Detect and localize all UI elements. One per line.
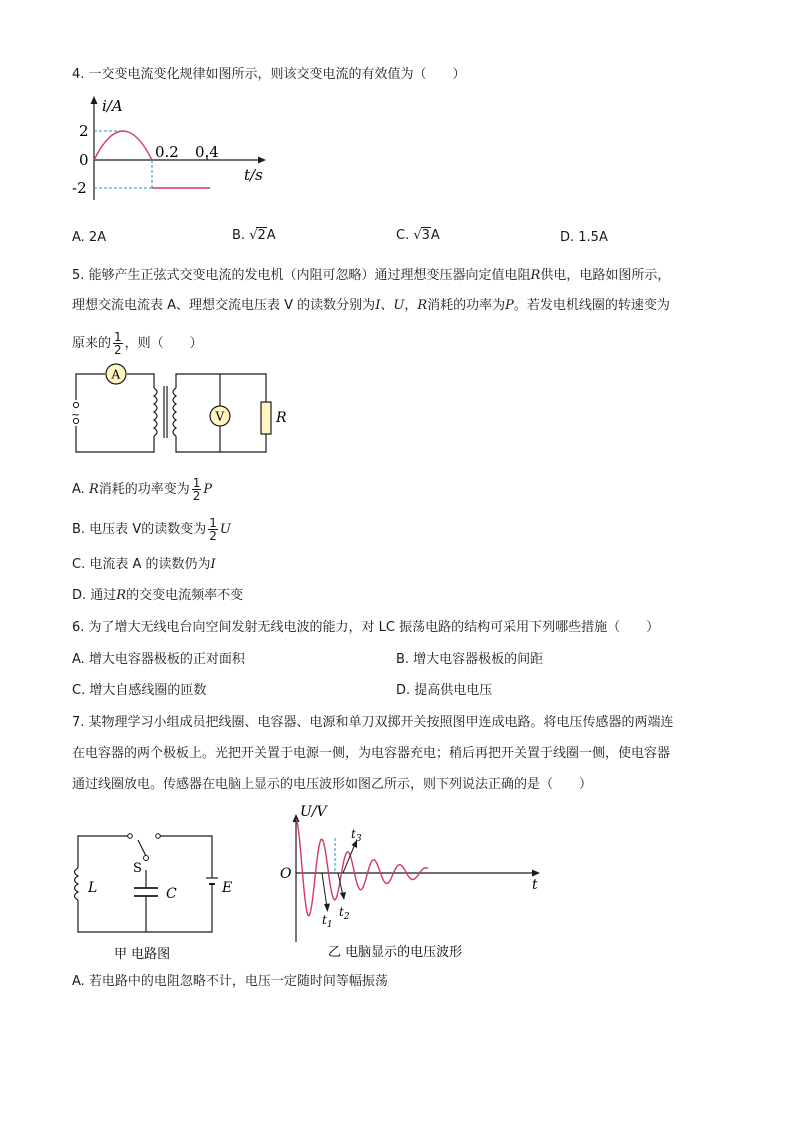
q7-switch-pivot [144, 856, 149, 861]
q7-inductor-label: L [88, 880, 98, 896]
q7-damped-wave [296, 819, 428, 916]
q7-capacitor-label: C [166, 886, 177, 902]
q4-tick-neg2: -2 [72, 179, 87, 197]
q7-wave-origin: O [280, 866, 292, 882]
q4-option-a: A. 2A [72, 230, 107, 245]
q6-stem: 6. 为了增大无线电台向空间发射无线电波的能力，对 LC 振荡电路的结构可采用下列哪些措施（ ） [72, 620, 660, 635]
q7-circuit-diagram [66, 826, 246, 966]
q5-primary-coil [154, 388, 157, 436]
q6-option-c: C. 增大自感线圈的匝数 [72, 683, 207, 698]
q7-stem-line2: 在电容器的两个极板上。光把开关置于电源一侧，为电容器充电；稍后再把开关置于线圈一侧，使电容器 [72, 746, 671, 761]
q5-stem-line2: 理想交流电流表 A、理想交流电压表 V 的读数分别为I、U，R消耗的功率为P。若发电机线圈的转速变为 [72, 298, 670, 313]
q4-sqrt2: √2 [249, 228, 266, 243]
q7-wave-x-arrow [532, 870, 540, 877]
q5-secondary-coil [173, 388, 176, 436]
q5-option-c: C. 电流表 A 的读数仍为I [72, 557, 216, 572]
q7-circuit-caption: 甲 电路图 [114, 947, 171, 962]
q4-current-graph [70, 92, 280, 214]
q7-wave-x-label: t [532, 877, 538, 893]
q7-t1-label: $t_1$ [322, 913, 333, 930]
q7-wave-y-label: U/V [300, 804, 327, 820]
q5-option-a: A. R消耗的功率变为 $\frac{1}{2}$ P [72, 476, 213, 503]
q4-y-label: i/A [102, 97, 123, 115]
q4-y-arrow [91, 96, 98, 104]
q5-option-d: D. 通过R的交变电流频率不变 [72, 588, 244, 603]
q4-tick-0-2-label: 0.2 [155, 143, 179, 161]
q7-switch-contact-left [128, 834, 133, 839]
q5-source-symbol: ~ [71, 408, 81, 421]
q4-tick-0: 0 [79, 151, 89, 169]
q5-option-b-fraction: $\frac{1}{2}$ [209, 516, 217, 543]
q6-option-d: D. 提高供电电压 [396, 683, 493, 698]
q7-voltage-waveform [278, 800, 548, 968]
q7-t3-label: $t_3$ [351, 827, 362, 844]
q7-stem-line3: 通过线圈放电。传感器在电脑上显示的电压波形如图乙所示，则下列说法正确的是（ ） [72, 777, 593, 792]
q4-tick-2: 2 [79, 122, 89, 140]
q5-option-b: B. 电压表 V的读数变为 $\frac{1}{2}$ U [72, 516, 231, 543]
q5-stem-line3: 原来的 $\frac{1}{2}$ ，则（ ） [72, 330, 203, 357]
q5-option-a-fraction: $\frac{1}{2}$ [192, 476, 201, 503]
q4-stem: 4. 一交变电流变化规律如图所示，则该交变电流的有效值为（ ） [72, 67, 466, 82]
q4-x-arrow [258, 157, 266, 164]
q5-fraction-half: $\frac{1}{2}$ [114, 330, 122, 357]
q4-sine-half [94, 131, 152, 160]
q4-sqrt3: √3 [413, 228, 430, 243]
q5-ammeter-label: A [111, 367, 121, 382]
q7-option-a: A. 若电路中的电阻忽略不计，电压一定随时间等幅振荡 [72, 974, 388, 989]
q4-option-d: D. 1.5A [560, 230, 608, 245]
q5-transformer-circuit [70, 362, 287, 466]
q7-stem-line1: 7. 某物理学习小组成员把线圈、电容器、电源和单刀双掷开关按照图甲连成电路。将电压传感器的两端连 [72, 715, 674, 730]
q5-source-terminal-top [73, 402, 78, 407]
q6-option-a: A. 增大电容器极板的正对面积 [72, 652, 245, 667]
q5-stem-line1: 5. 能够产生正弦式交变电流的发电机（内阻可忽略）通过理想变压器向定值电阻R供电，电路如图所示， [72, 268, 671, 283]
q4-x-label: t/s [244, 166, 263, 184]
q7-t1-arrow [322, 873, 327, 908]
q4-option-b: B. √2A [232, 228, 276, 243]
q5-resistor-label: R [276, 410, 287, 426]
q7-inductor-coil [75, 868, 79, 900]
q4-option-c: C. √3A [396, 228, 440, 243]
q7-t2-label: $t_2$ [339, 905, 350, 922]
q5-voltmeter-label: V [215, 409, 225, 424]
q7-emf-label: E [222, 880, 233, 896]
q7-switch-label: S [133, 861, 142, 876]
q7-switch-blade [138, 840, 146, 856]
q7-wave-caption: 乙 电脑显示的电压波形 [328, 945, 463, 960]
q7-switch-contact-right [156, 834, 161, 839]
q6-option-b: B. 增大电容器极板的间距 [396, 652, 544, 667]
q4-tick-0-4-label: 0.4 [195, 143, 219, 161]
q5-resistor [261, 402, 271, 434]
